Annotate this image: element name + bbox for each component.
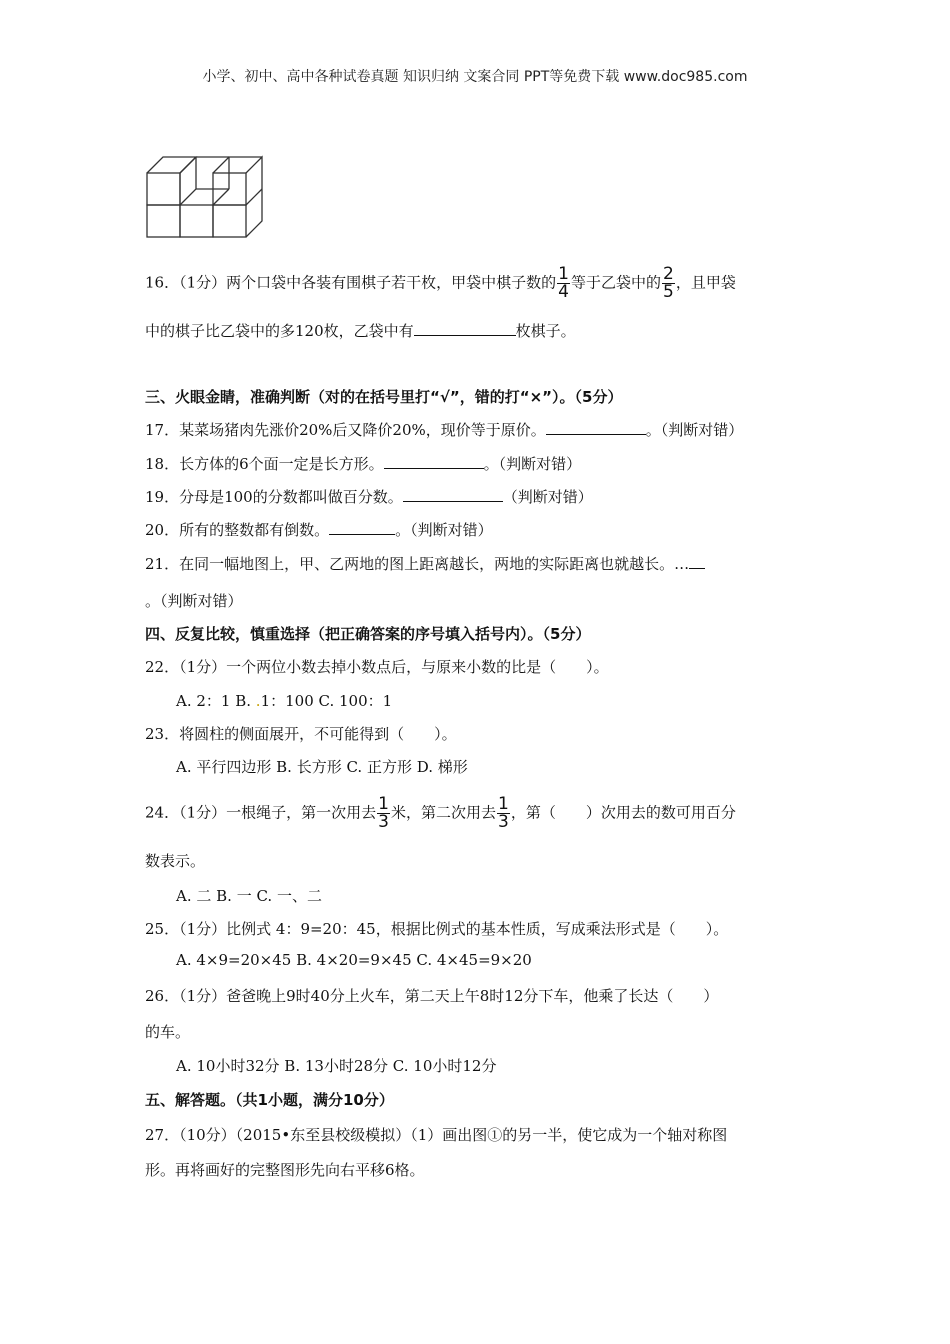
section-5-title: 五、解答题。（共1小题，满分10分） [145, 1091, 394, 1109]
q19-answer-blank[interactable] [403, 486, 503, 502]
question-25: 25．（1分）比例式 4：9=20：45，根据比例式的基本性质，写成乘法形式是（ ）。 [145, 920, 729, 938]
q17-answer-blank[interactable] [546, 419, 646, 435]
question-24-line2: 数表示。 [145, 852, 206, 870]
question-27-line1: 27．（10分）（2015•东至县校级模拟）（1）画出图①的另一半，使它成为一个轴对称图 [145, 1126, 728, 1144]
q20-answer-blank[interactable] [329, 519, 395, 535]
question-24-options: A. 二 B. 一 C. 一、二 [176, 887, 322, 905]
question-18: 18．长方体的6个面一定是长方形。 。（判断对错） [145, 455, 582, 473]
question-25-options: A. 4×9=20×45 B. 4×20=9×45 C. 4×45=9×20 [176, 951, 532, 969]
q24-fraction-2: $\frac{1}{3}$ [497, 794, 509, 832]
section-3-title: 三、火眼金睛，准确判断（对的在括号里打“√”，错的打“×”）。（5分） [145, 388, 623, 406]
q18-answer-blank[interactable] [384, 453, 484, 469]
question-23: 23．将圆柱的侧面展开，不可能得到（ ）。 [145, 725, 457, 743]
question-22: 22．（1分）一个两位小数去掉小数点后，与原来小数的比是（ ）。 [145, 658, 609, 676]
q21-answer-blank[interactable] [689, 553, 705, 569]
page-header: 小学、初中、高中各种试卷真题 知识归纳 文案合同 PPT等免费下载 www.doc985.com [202, 69, 748, 85]
question-22-options: A. 2：1 B. .1：100 C. 100：1 [176, 692, 393, 710]
question-24-line1: 24．（1分）一根绳子，第一次用去 $\frac{1}{3}$ 米，第二次用去 $\frac{1}{3}$ ，第（ ）次用去的数可用百分 [145, 794, 736, 832]
question-26-line1: 26．（1分）爸爸晚上9时40分上火车，第二天上午8时12分下车，他乘了长达（ ） [145, 987, 719, 1005]
q16-text-part3: ，且甲袋 [675, 273, 736, 292]
question-26-options: A. 10小时32分 B. 13小时28分 C. 10小时12分 [176, 1057, 497, 1075]
q16-fraction-1: $\frac{1}{4}$ [558, 264, 569, 302]
stray-dot-mark: . [255, 692, 261, 710]
question-20: 20．所有的整数都有倒数。 。（判断对错） [145, 521, 493, 539]
q16-answer-blank[interactable] [414, 320, 516, 336]
question-17: 17．某菜场猪肉先涨价20%后又降价20%，现价等于原价。 。（判断对错） [145, 421, 744, 439]
q24-fraction-1: $\frac{1}{3}$ [378, 794, 389, 832]
section-4-title: 四、反复比较，慎重选择（把正确答案的序号填入括号内）。（5分） [145, 625, 591, 643]
q16-text-part1: 16．（1分）两个口袋中各装有围棋子若干枚，甲袋中棋子数的 [145, 273, 557, 292]
cube-stack-figure [140, 150, 270, 242]
q16-text-part2: 等于乙袋中的 [570, 273, 661, 292]
question-26-line2: 的车。 [145, 1023, 191, 1041]
question-23-options: A. 平行四边形 B. 长方形 C. 正方形 D. 梯形 [176, 758, 468, 776]
question-21-line2: 。（判断对错） [145, 592, 243, 610]
question-21-line1: 21．在同一幅地图上，甲、乙两地的图上距离越长，两地的实际距离也就越长。… [145, 553, 705, 574]
question-16-line1 [145, 266, 736, 301]
q16-fraction-2: $\frac{2}{5}$ [662, 264, 674, 302]
question-19: 19．分母是100的分数都叫做百分数。 （判断对错） [145, 488, 593, 506]
question-27-line2: 形。再将画好的完整图形先向右平移6格。 [145, 1161, 425, 1179]
question-16-line2: 中的棋子比乙袋中的多120枚，乙袋中有 枚棋子。 [145, 322, 576, 340]
